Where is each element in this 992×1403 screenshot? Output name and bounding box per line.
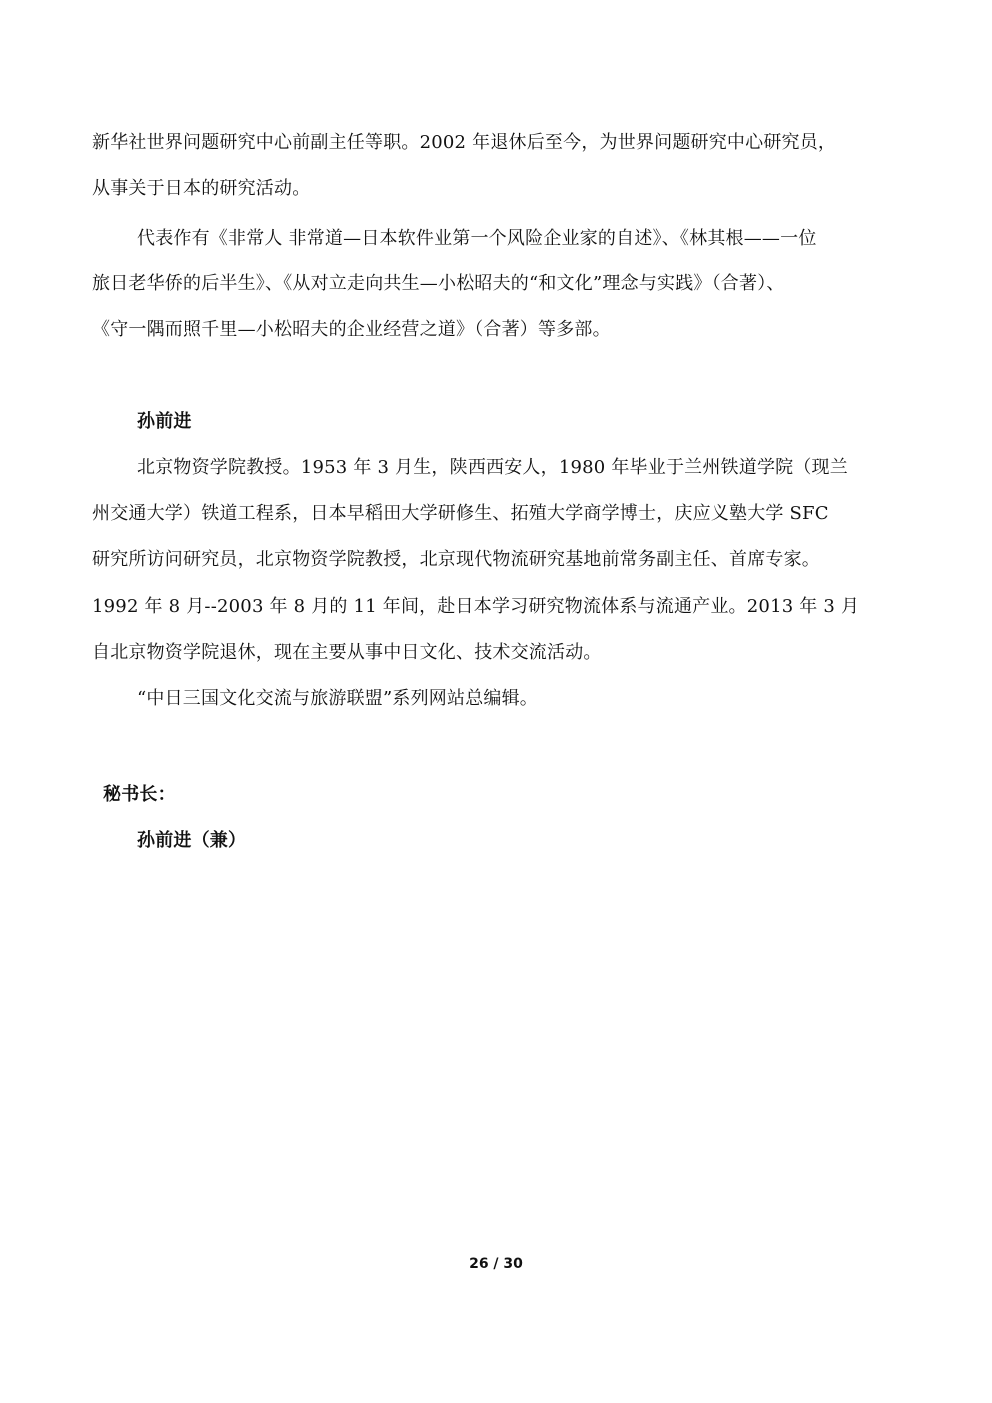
profile-name-heading: 孙前进 bbox=[137, 411, 192, 432]
secretary-heading: 秘书长： bbox=[103, 784, 176, 805]
profile-line-1: 北京物资学院教授。1953 年 3 月生，陕西西安人，1980 年毕业于兰州铁道学院（现兰 bbox=[137, 457, 848, 478]
profile-line-4: 1992 年 8 月--2003 年 8 月的 11 年间，赴日本学习研究物流体系与流通产业。2013 年 3 月 bbox=[92, 596, 860, 617]
intro-line-1: 新华社世界问题研究中心前副主任等职。2002 年退休后至今，为世界问题研究中心研究员， bbox=[92, 132, 837, 153]
profile-line-6: “中日三国文化交流与旅游联盟”系列网站总编辑。 bbox=[137, 688, 539, 709]
page-number: 26 / 30 bbox=[469, 1256, 523, 1272]
works-line-2: 旅日老华侨的后半生》、《从对立走向共生—小松昭夫的“和文化”理念与实践》（合著）、 bbox=[92, 273, 785, 294]
intro-line-2: 从事关于日本的研究活动。 bbox=[92, 178, 311, 199]
profile-line-3: 研究所访问研究员，北京物资学院教授，北京现代物流研究基地前常务副主任、首席专家。 bbox=[92, 549, 820, 570]
works-line-1: 代表作有《非常人 非常道—日本软件业第一个风险企业家的自述》、《林其根——一位 bbox=[137, 228, 817, 249]
secretary-name: 孙前进（兼） bbox=[137, 830, 247, 851]
profile-line-2: 州交通大学）铁道工程系，日本早稻田大学研修生、拓殖大学商学博士，庆应义塾大学 SFC bbox=[92, 503, 829, 524]
works-line-3: 《守一隅而照千里—小松昭夫的企业经营之道》（合著）等多部。 bbox=[92, 319, 611, 340]
profile-line-5: 自北京物资学院退休，现在主要从事中日文化、技术交流活动。 bbox=[92, 642, 602, 663]
